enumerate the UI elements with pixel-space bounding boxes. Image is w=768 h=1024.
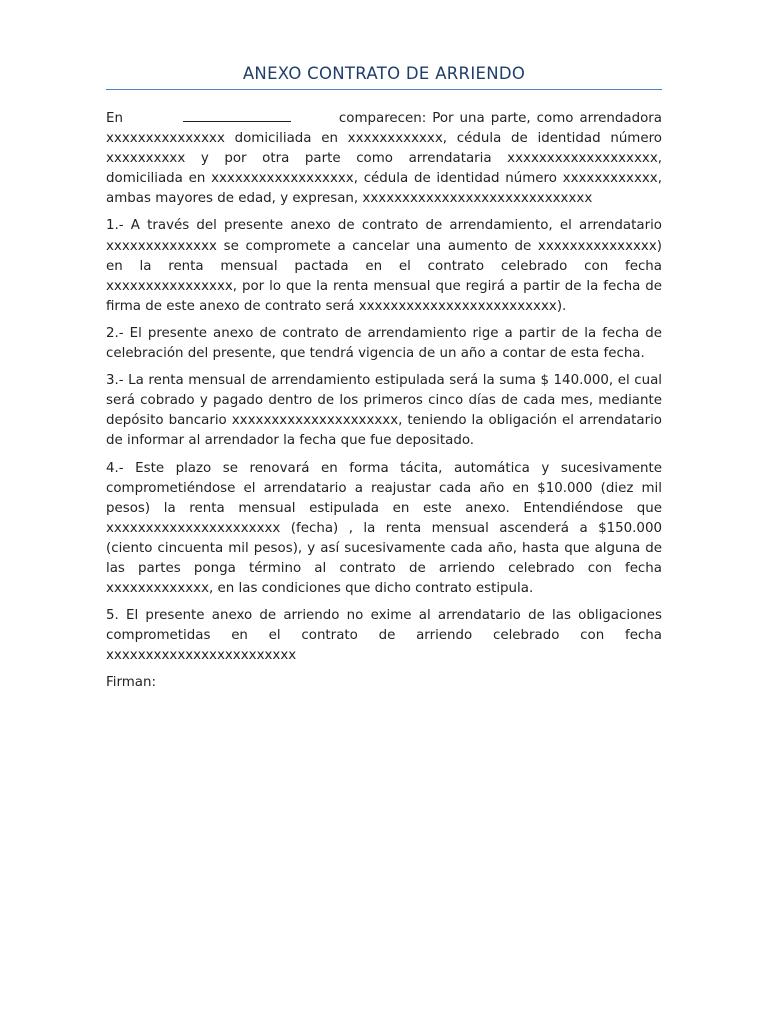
document-title: ANEXO CONTRATO DE ARRIENDO xyxy=(242,64,526,83)
clause-3: 3.- La renta mensual de arrendamiento estipulada será la suma $ 140.000, el cual será cobrado y pagado dentro de los primeros cinco días de cada mes, mediante depósito bancario xxxxxxxxxxxxxxxxxxxxx, teniendo la obligación el arrendatario de informar al arrendador la fecha que fue depositado. xyxy=(106,373,662,449)
title-underline xyxy=(106,89,662,90)
clause-5: 5. El presente anexo de arriendo no exime al arrendatario de las obligaciones comprometidas en el contrato de arriendo celebrado con fecha xxxxxxxxxxxxxxxxxxxxxxxx xyxy=(106,608,662,664)
intro-lead-word: En xyxy=(106,111,123,126)
intro-paragraph xyxy=(106,109,662,209)
intro-text: comparecen: Por una parte, como arrendadora xxxxxxxxxxxxxxx domiciliada en xxxxxxxxxxxx, cédula de identidad número xxxxxxxxxx y por otra parte como arrendataria xxxxxxxxxxxxxxxxxxx, domiciliada en xxxxxxxxxxxxxxxxxx, cédula de identidad número xxxxxxxxxxxx, ambas mayores de edad, y expresan, xxxxxxxxxxxxxxxxxxxxxxxxxxxxx xyxy=(106,111,662,207)
document-body xyxy=(106,109,662,694)
signature-label: Firman: xyxy=(106,675,156,691)
clause-2: 2.- El presente anexo de contrato de arrendamiento rige a partir de la fecha de celebración del presente, que tendrá vigencia de un año a contar de esta fecha. xyxy=(106,325,662,362)
clause-4: 4.- Este plazo se renovará en forma tácita, automática y sucesivamente comprometiéndose el arrendatario a reajustar cada año en $10.000 (diez mil pesos) la renta mensual estipulada en este anexo. Entendiéndose que xxxxxxxxxxxxxxxxxxxxxx (fecha) , la renta mensual ascenderá a $150.000 (ciento cincuenta mil pesos), y así sucesivamente cada año, hasta que alguna de las partes ponga término al contrato de arriendo celebrado con fecha xxxxxxxxxxxxx, en las condiciones que dicho contrato estipula. xyxy=(106,460,662,597)
blank-line xyxy=(183,109,291,122)
clause-1: 1.- A través del presente anexo de contrato de arrendamiento, el arrendatario xxxxxxxxxxxxxx se compromete a cancelar una aumento de xxxxxxxxxxxxxxx) en la renta mensual pactada en el contrato celebrado con fecha xxxxxxxxxxxxxxxx, por lo que la renta mensual que regirá a partir de la fecha de firma de este anexo de contrato será xxxxxxxxxxxxxxxxxxxxxxxxx). xyxy=(106,218,662,314)
